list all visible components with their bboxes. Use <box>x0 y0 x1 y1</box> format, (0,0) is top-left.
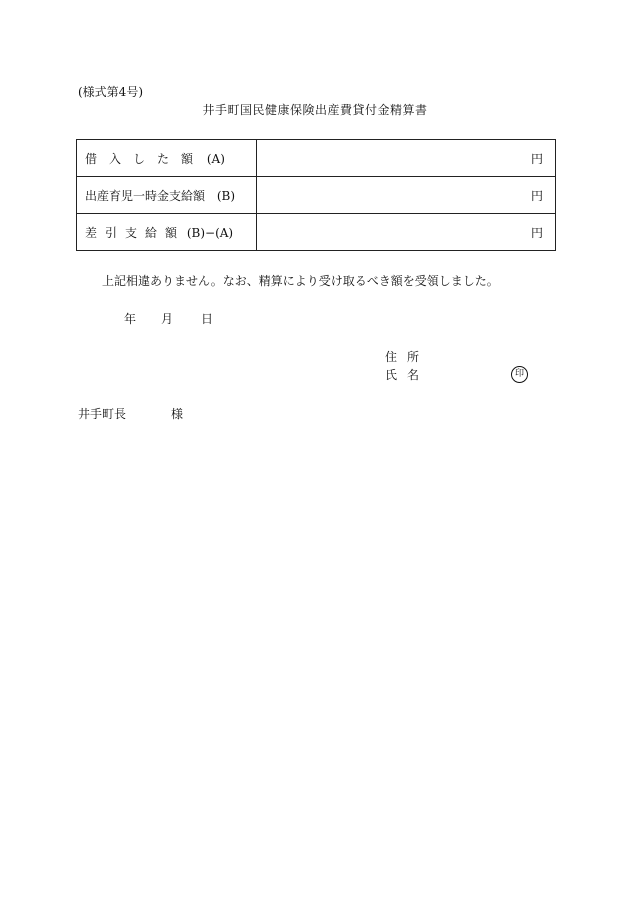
net-payment-value <box>257 214 556 251</box>
lump-sum-label <box>77 177 257 214</box>
addressee-name: 井手町長 <box>78 407 127 421</box>
net-payment-unit: 円 <box>530 225 543 240</box>
date-day: 日 <box>201 312 214 326</box>
net-payment-label <box>77 214 257 251</box>
borrowed-amount-unit: 円 <box>530 151 543 166</box>
date-line <box>124 313 213 325</box>
document-title: 井手町国民健康保険出産費貸付金精算書 <box>202 103 428 117</box>
date-year: 年 <box>124 312 137 326</box>
form-number: (様式第4号) <box>78 85 143 99</box>
table-row <box>77 140 556 177</box>
table-row <box>77 177 556 214</box>
date-month: 月 <box>161 312 174 326</box>
lump-sum-label-suffix: (B) <box>216 188 236 203</box>
name-label: 氏名 <box>385 368 430 382</box>
address-label: 住所 <box>385 350 430 364</box>
net-payment-label-text: 差引支給額 <box>85 225 186 240</box>
borrowed-amount-value <box>257 140 556 177</box>
lump-sum-label-text: 出産育児一時金支給額 <box>85 188 206 203</box>
borrowed-amount-label <box>77 140 257 177</box>
lump-sum-unit: 円 <box>530 188 543 203</box>
addressee-honorific: 様 <box>171 407 184 421</box>
borrowed-amount-label-suffix: (A) <box>206 151 225 166</box>
amount-table <box>76 139 556 251</box>
borrowed-amount-label-text: 借入した額 <box>85 151 206 166</box>
lump-sum-value <box>257 177 556 214</box>
table-row <box>77 214 556 251</box>
seal-icon: 印 <box>511 366 528 383</box>
net-payment-label-suffix: (B)−(A) <box>186 225 234 240</box>
confirmation-statement: 上記相違ありません。なお、精算により受け取るべき額を受領しました。 <box>102 274 499 288</box>
